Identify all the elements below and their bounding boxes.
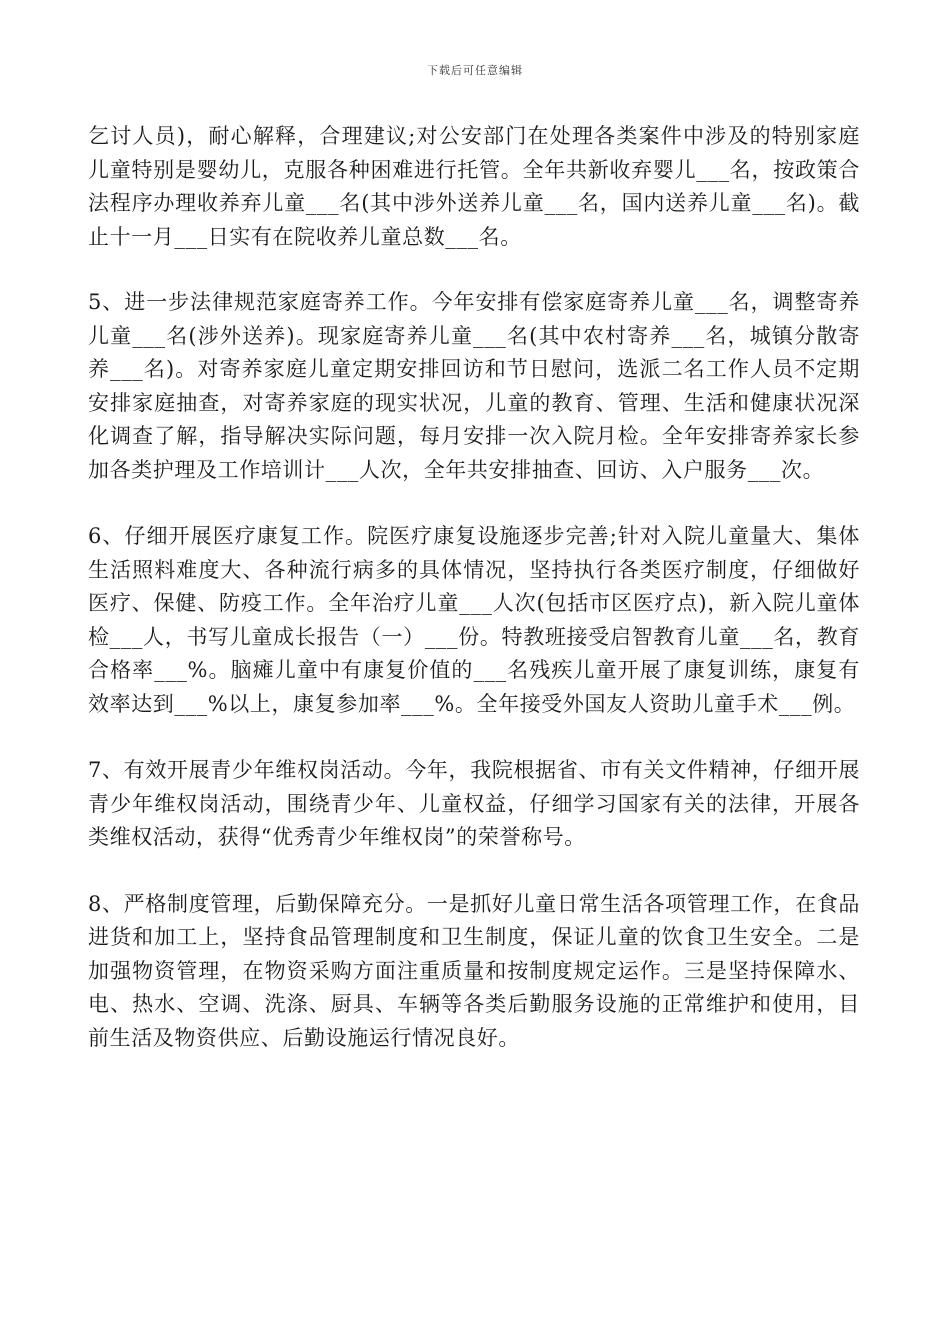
page-header: 下载后可任意编辑	[427, 64, 523, 77]
document-body	[88, 120, 860, 1055]
paragraph-item-7: 7、有效开展青少年维权岗活动。今年，我院根据省、市有关文件精神，仔细开展青少年维权岗活动，围绕青少年、儿童权益，仔细学习国家有关的法律，开展各类维权活动，获得“优秀青少年维权岗”的荣誉称号。	[88, 758, 860, 849]
paragraph-item-5: 5、进一步法律规范家庭寄养工作。今年安排有偿家庭寄养儿童___名，调整寄养儿童___名(涉外送养)。现家庭寄养儿童___名(其中农村寄养___名，城镇分散寄养___名)。对寄养家庭儿童定期安排回访和节日慰问，选派二名工作人员不定期安排家庭抽查，对寄养家庭的现实状况，儿童的教育、管理、生活和健康状况深化调查了解，指导解决实际问题，每月安排一次入院月检。全年安排寄养家长参加各类护理及工作培训计___人次，全年共安排抽查、回访、入户服务___次。	[88, 290, 860, 482]
paragraph-item-6: 6、仔细开展医疗康复工作。院医疗康复设施逐步完善;针对入院儿童量大、集体生活照料难度大、各种流行病多的具体情况，坚持执行各类医疗制度，仔细做好医疗、保健、防疫工作。全年治疗儿童___人次(包括市区医疗点)，新入院儿童体检___人，书写儿童成长报告（一）___份。特教班接受启智教育儿童___名，教育合格率___%。脑瘫儿童中有康复价值的___名残疾儿童开展了康复训练，康复有效率达到___%以上，康复参加率___%。全年接受外国友人资助儿童手术___例。	[88, 524, 860, 716]
paragraph-continuation: 乞讨人员)，耐心解释，合理建议;对公安部门在处理各类案件中涉及的特别家庭儿童特别是婴幼儿，克服各种困难进行托管。全年共新收弃婴儿___名，按政策合法程序办理收养弃儿童___名(其中涉外送养儿童___名，国内送养儿童___名)。截止十一月___日实有在院收养儿童总数___名。	[88, 124, 860, 249]
paragraph-item-8: 8、严格制度管理，后勤保障充分。一是抓好儿童日常生活各项管理工作，在食品进货和加工上，坚持食品管理制度和卫生制度，保证儿童的饮食卫生安全。二是加强物资管理，在物资采购方面注重质量和按制度规定运作。三是坚持保障水、电、热水、空调、洗涤、厨具、车辆等各类后勤服务设施的正常维护和使用，目前生活及物资供应、后勤设施运行情况良好。	[88, 891, 860, 1050]
